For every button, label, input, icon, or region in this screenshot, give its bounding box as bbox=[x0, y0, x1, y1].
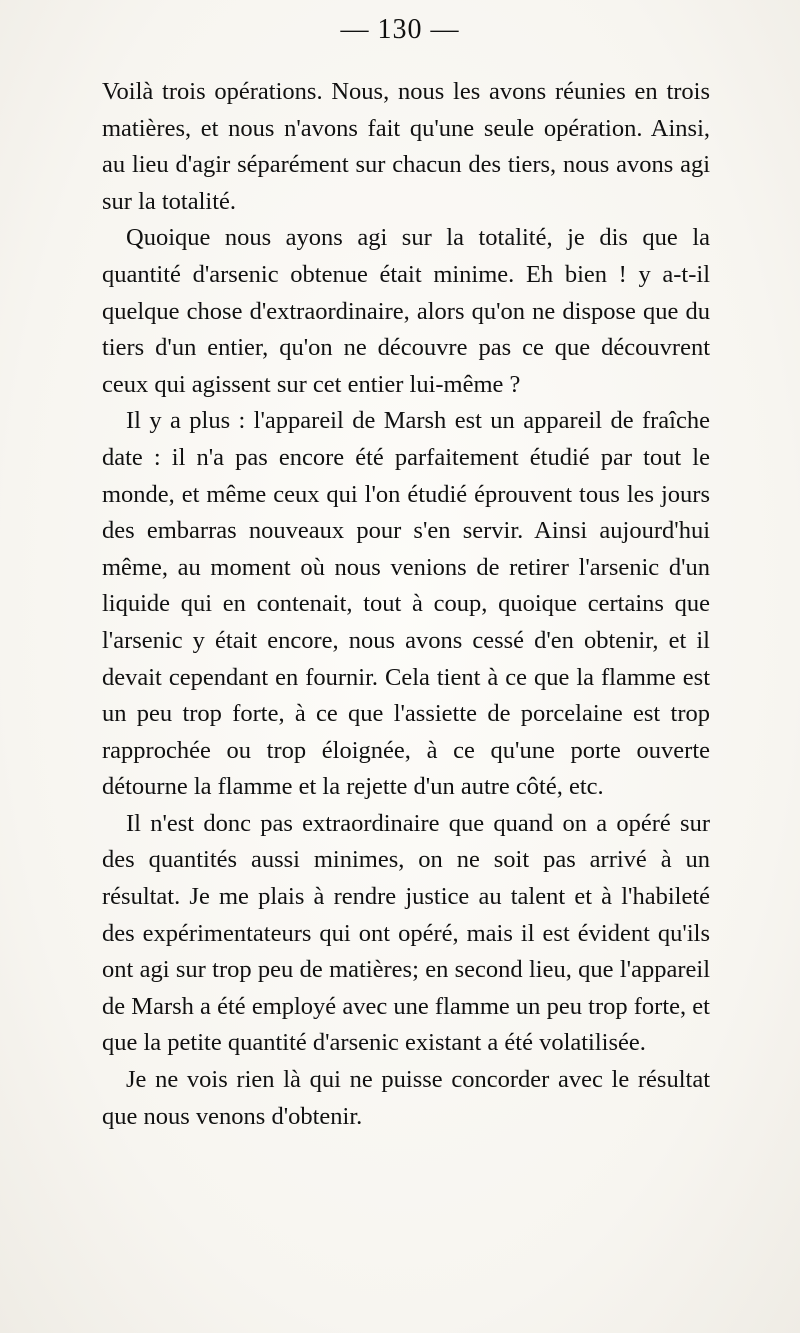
paragraph-2: Quoique nous ayons agi sur la totalité, je dis que la quantité d'arsenic obtenue était minime. Eh bien ! y a-t-il quelque chose d'extraordinaire, alors qu'on ne dispose que du tiers d'un entier, qu'on ne découvre pas ce que découvrent ceux qui agissent sur cet entier lui-même ? bbox=[102, 224, 710, 398]
paragraph-5: Je ne vois rien là qui ne puisse concorder avec le résultat que nous venons d'obtenir. bbox=[102, 1066, 710, 1130]
paragraph-1: Voilà trois opérations. Nous, nous les avons réunies en trois matières, et nous n'avons fait qu'une seule opération. Ainsi, au lieu d'agir séparément sur chacun des tiers, nous avons agi sur la totalité. bbox=[102, 78, 710, 215]
paragraph-3: Il y a plus : l'appareil de Marsh est un appareil de fraîche date : il n'a pas encore été parfaitement étudié par tout le monde, et même ceux qui l'on étudié éprouvent tous les jours des embarras nouveaux pour s'en servir. Ainsi aujourd'hui même, au moment où nous venions de retirer l'arsenic d'un liquide qui en contenait, tout à coup, quoique certains que l'arsenic y était encore, nous avons cessé d'en obtenir, et il devait cependant en fournir. Cela tient à ce que la flamme est un peu trop forte, à ce que l'assiette de porcelaine est trop rapprochée ou trop éloignée, à ce qu'une porte ouverte détourne la flamme et la rejette d'un autre côté, etc. bbox=[102, 407, 710, 801]
page-body bbox=[102, 74, 710, 1135]
paragraph-4: Il n'est donc pas extraordinaire que quand on a opéré sur des quantités aussi minimes, on ne soit pas arrivé à un résultat. Je me plais à rendre justice au talent et à l'habileté des expérimentateurs qui ont opéré, mais il est évident qu'ils ont agi sur trop peu de matières; en second lieu, que l'appareil de Marsh a été employé avec une flamme un peu trop forte, et que la petite quantité d'arsenic existant a été volatilisée. bbox=[102, 809, 710, 1057]
page-number: — 130 — bbox=[340, 14, 460, 45]
